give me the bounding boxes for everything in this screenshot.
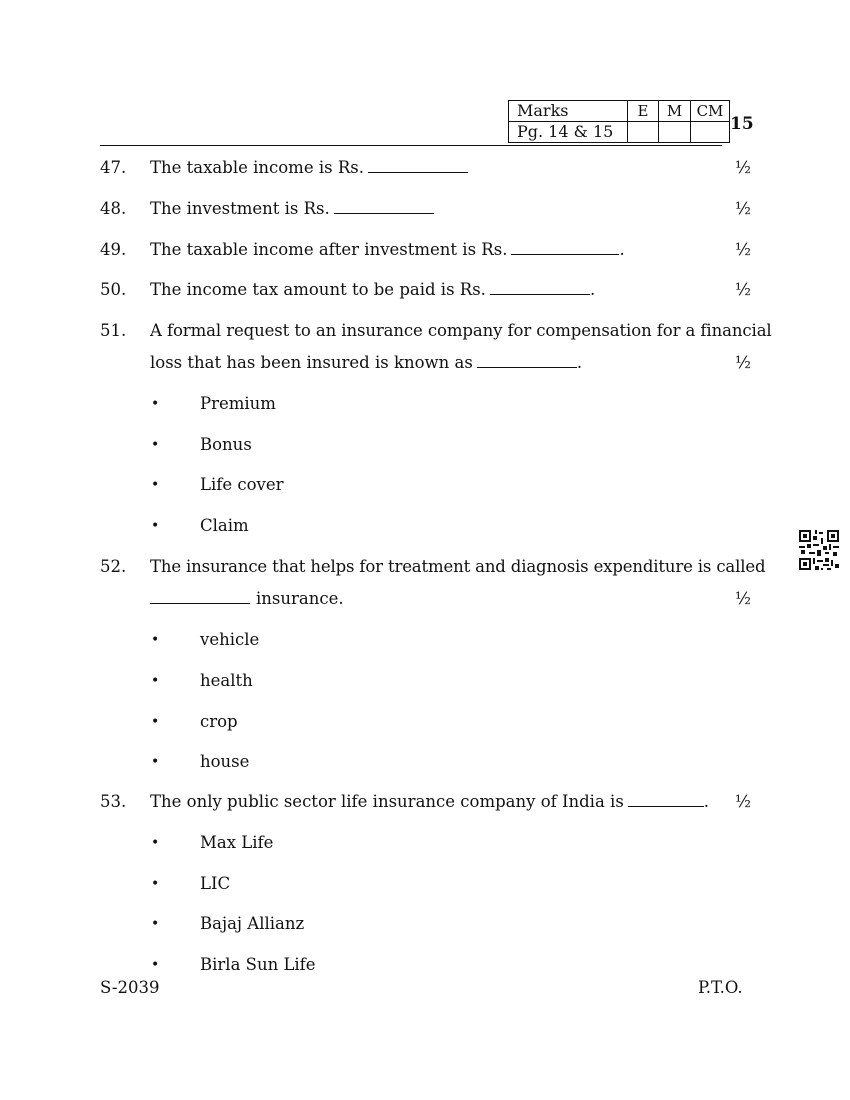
bullet: • [151,754,160,770]
question-text-line1: The insurance that helps for treatment and diagnosis expenditure is called [150,557,766,576]
paper-code: S-2039 [100,978,160,997]
question-text-line2 [150,589,344,608]
question-mark: ½ [735,353,751,372]
question-punct: . [576,353,583,372]
bullet: • [151,957,160,973]
question-punct: . [589,280,596,299]
marks-col-m: M [659,101,691,122]
option-item: Life cover [200,475,284,494]
question-52-text: insurance. [256,589,344,608]
option-item: Bajaj Allianz [200,914,305,933]
bullet: • [151,437,160,453]
question-punct: . [619,240,625,259]
bullet: • [151,673,160,689]
option-item: LIC [200,874,231,893]
marks-label: Marks [509,101,628,122]
please-turn-over: P.T.O. [698,978,743,997]
marks-cell-e[interactable] [628,122,659,143]
bullet: • [151,714,160,730]
answer-blank[interactable] [368,160,468,173]
bullet: • [151,396,160,412]
question-text [150,158,468,177]
answer-blank[interactable] [511,242,619,255]
question-number: 49. [100,240,127,259]
marks-cell-cm[interactable] [691,122,730,143]
bullet: • [151,477,160,493]
question-punct: . [703,792,710,811]
answer-blank[interactable] [490,282,590,295]
question-number: 52. [100,557,127,576]
answer-blank[interactable] [477,355,577,368]
question-number: 47. [100,158,127,177]
option-item: Birla Sun Life [200,955,316,974]
question-mark: ½ [735,589,751,608]
marks-col-cm: CM [691,101,730,122]
question-49-text: The taxable income after investment is Rs. [150,240,508,259]
marks-col-e: E [628,101,659,122]
option-item: health [200,671,253,690]
bullet: • [151,518,160,534]
option-item: vehicle [200,630,260,649]
question-text [150,280,595,299]
marks-cell-m[interactable] [659,122,691,143]
question-51-text: loss that has been insured is known as [150,353,473,372]
bullet: • [151,876,160,892]
bullet: • [151,916,160,932]
option-item: Max Life [200,833,274,852]
question-mark: ½ [735,158,751,177]
question-number: 48. [100,199,127,218]
page-number: 15 [730,114,754,134]
bullet: • [151,835,160,851]
question-number: 53. [100,792,127,811]
qr-code-icon [799,530,839,570]
question-mark: ½ [735,240,751,259]
question-53-text: The only public sector life insurance company of India is [150,792,624,811]
question-number: 50. [100,280,127,299]
question-text [150,240,625,259]
question-mark: ½ [735,280,751,299]
answer-blank[interactable] [628,794,704,807]
question-48-text: The investment is Rs. [150,199,330,218]
option-item: Premium [200,394,276,413]
answer-blank[interactable] [150,591,250,604]
question-text [150,792,709,811]
option-item: house [200,752,250,771]
question-50-text: The income tax amount to be paid is Rs. [150,280,486,299]
question-text-line2 [150,353,582,372]
question-47-text: The taxable income is Rs. [150,158,364,177]
question-text [150,199,434,218]
marks-table [508,100,730,143]
answer-blank[interactable] [334,201,434,214]
question-number: 51. [100,321,127,340]
option-item: Bonus [200,435,252,454]
header-divider [100,145,722,146]
question-mark: ½ [735,199,751,218]
question-text-line1: A formal request to an insurance company for compensation for a financial [150,321,772,340]
question-mark: ½ [735,792,751,811]
option-item: crop [200,712,238,731]
bullet: • [151,632,160,648]
option-item: Claim [200,516,249,535]
marks-pages-label: Pg. 14 & 15 [509,122,628,143]
